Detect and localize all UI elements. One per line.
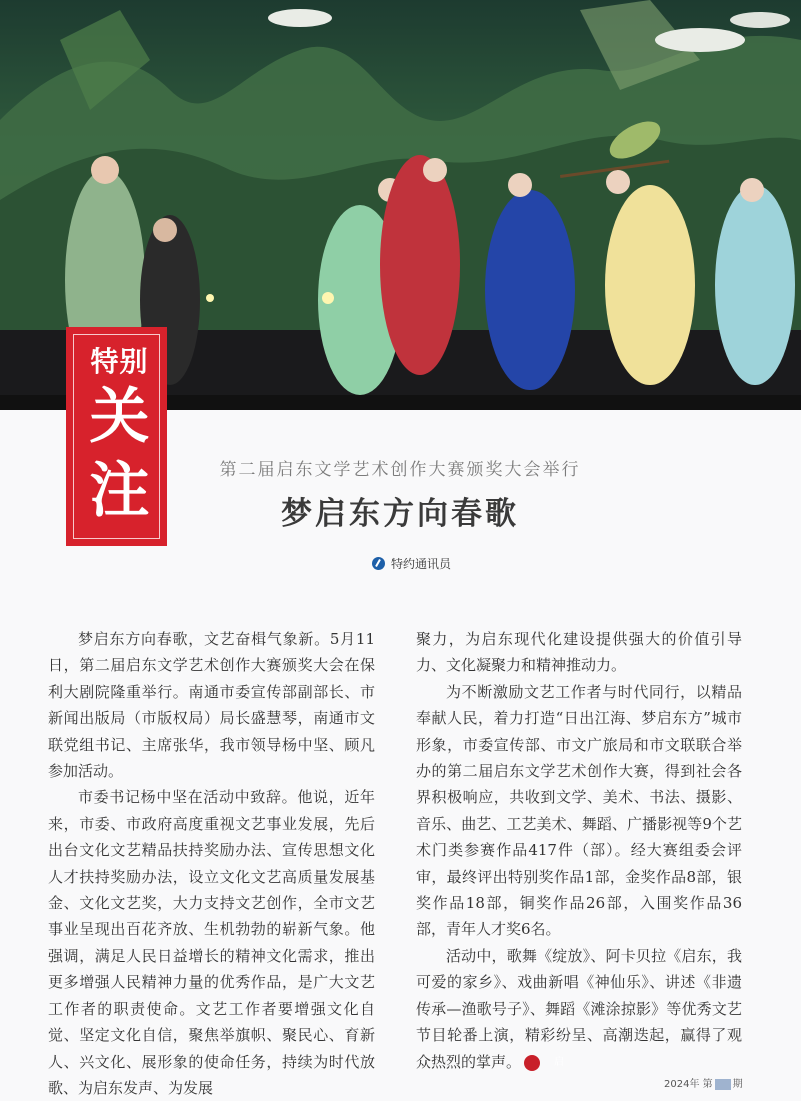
paragraph: 市委书记杨中坚在活动中致辞。他说，近年来，市委、市政府高度重视文艺事业发展，先后出台文化文艺精品扶持奖励办法、宣传思想文化人才扶持奖励办法，设立文化文艺高质量发展基金、文化文艺奖，大力支持文艺创作，全市文艺事业呈现出百花齐放、生机勃勃的崭新气象。他强调，满足人民日益增长的精神文化需求，推出更多增强人民精神力量的优秀作品，是广大文艺工作者的职责使命。文艺工作者要增强文化自觉、坚定文化自信，聚焦举旗帜、聚民心、育新人、兴文化、展形象的使命任务，持续为时代放歌、为启东发声、为发展 xyxy=(48,788,375,1097)
badge-line-2: 关 xyxy=(89,382,150,452)
byline xyxy=(372,555,451,572)
paragraph-last xyxy=(416,943,742,1075)
byline-text: 特约通讯员 xyxy=(391,557,452,571)
badge-line-1: 特别 xyxy=(90,345,149,378)
folio-suffix: 期 xyxy=(732,1079,743,1090)
badge-line-3: 注 xyxy=(89,456,150,526)
issue-number-box xyxy=(715,1079,731,1090)
article-title: 梦启东方向春歌 xyxy=(281,496,519,532)
paragraph: 为不断激励文艺工作者与时代同行，以精品奉献人民，着力打造“日出江海、梦启东方”城市形象，市委宣传部、市文广旅局和市文联联合举办的第二届启东文学艺术创作大赛，得到社会各界积极响应，共收到文学、美术、书法、摄影、音乐、曲艺、工艺美术、舞蹈、广播影视等9个艺术门类参赛作品417件（部）。经大赛组委会评审，最终评出特别奖作品1部，金奖作品8部，银奖作品18部，铜奖作品26部，入围奖作品36部，青年人才奖6名。 xyxy=(416,682,742,939)
paragraph-continuation: 聚力，为启东现代化建设提供强大的价值引导力、文化凝聚力和精神推动力。 xyxy=(416,630,742,675)
folio-year: 2024年 xyxy=(664,1079,700,1090)
page-footer xyxy=(664,1075,743,1090)
special-focus-badge xyxy=(66,327,167,546)
article-subtitle: 第二届启东文学艺术创作大赛颁奖大会举行 xyxy=(219,460,581,480)
article-column-left xyxy=(48,626,375,1101)
article-column-right xyxy=(416,626,742,1075)
folio-prefix: 第 xyxy=(702,1079,713,1090)
pen-icon xyxy=(372,557,385,570)
paragraph: 梦启东方向春歌，文艺奋楫气象新。5月11日，第二届启东文学艺术创作大赛颁奖大会在保利大剧院隆重举行。南通市委宣传部副部长、市新闻出版局（市版权局）局长盛慧琴，南通市文联党组书记、主席张华，我市领导杨中坚、顾凡参加活动。 xyxy=(48,630,375,781)
end-mark-icon: 启 xyxy=(524,1055,540,1071)
paragraph-text: 活动中，歌舞《绽放》、阿卡贝拉《启东，我可爱的家乡》、戏曲新唱《神仙乐》、讲述《非遗传承—渔歌号子》、舞蹈《滩涂掠影》等优秀文艺节目轮番上演，精彩纷呈、高潮迭起，赢得了观众热烈的掌声。 xyxy=(416,946,742,1071)
